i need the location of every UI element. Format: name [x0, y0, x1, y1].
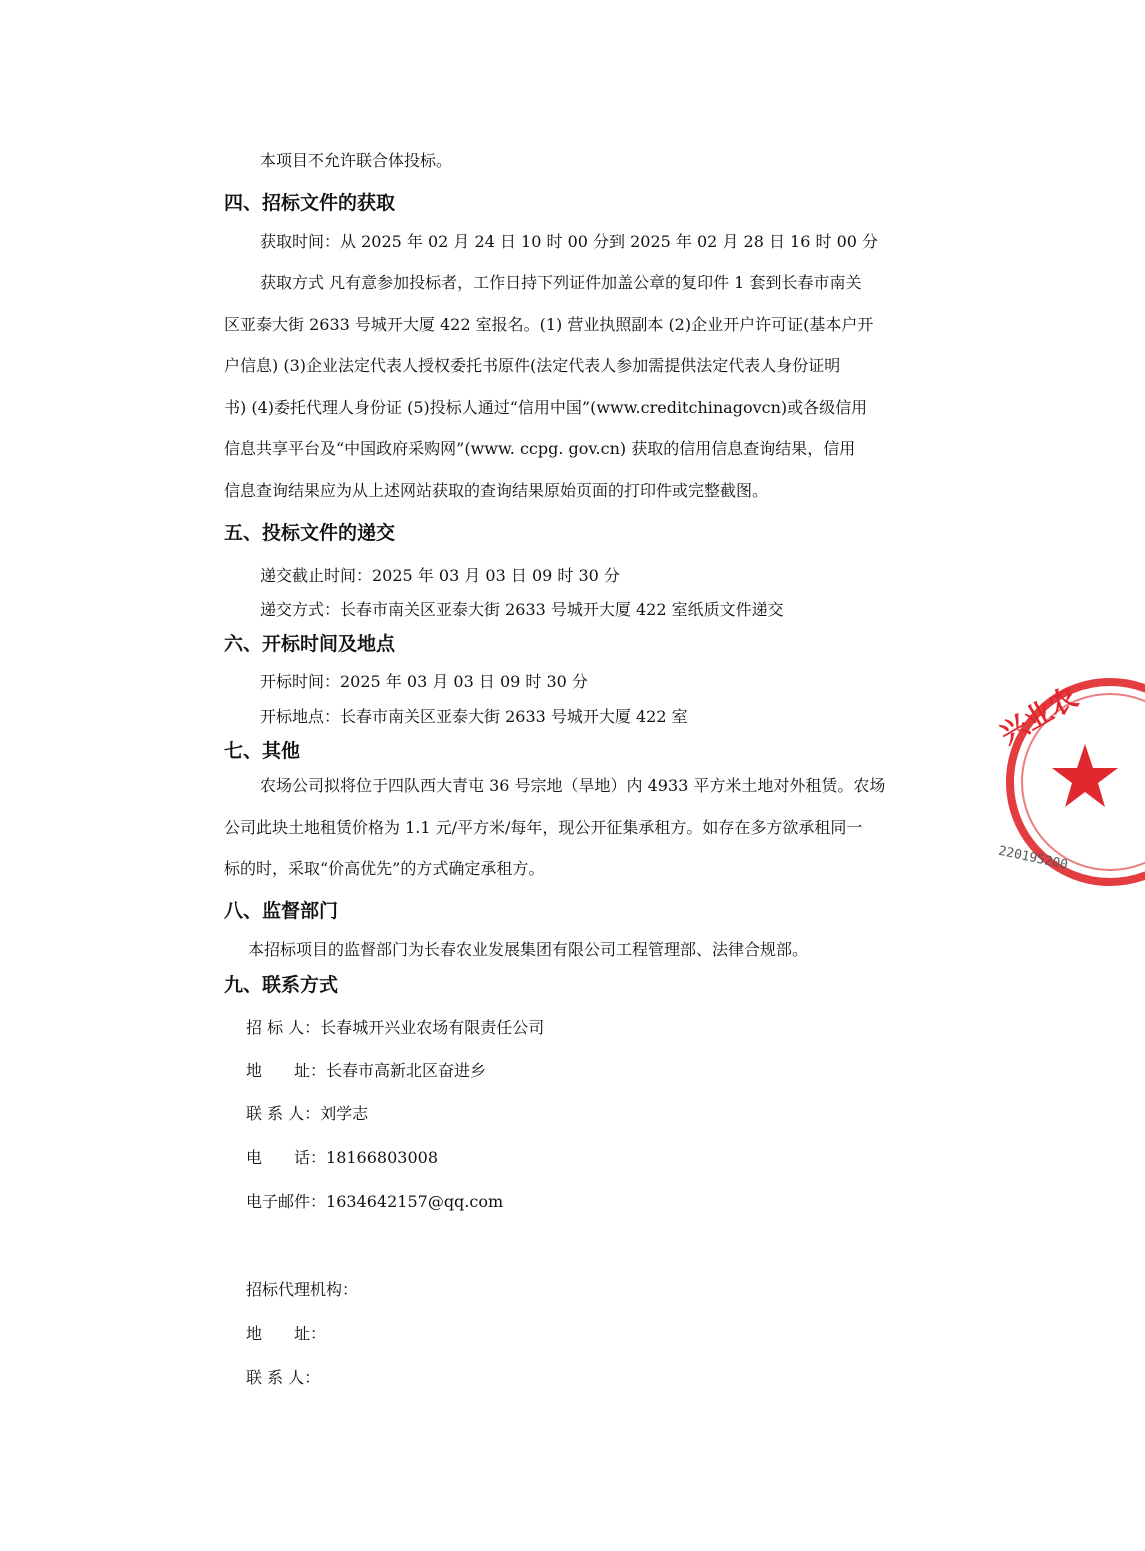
contact-value: 1634642157@qq.com — [326, 1192, 504, 1211]
doc-line: 公司此块土地租赁价格为 1.1 元/平方米/每年，现公开征集承租方。如存在多方欲承租同一 — [224, 818, 863, 837]
section-heading-obtain: 四、招标文件的获取 — [224, 192, 396, 214]
contact-row-agency-address — [246, 1322, 326, 1346]
contact-row-agency — [246, 1278, 358, 1302]
contact-label: 联 系 人： — [246, 1368, 321, 1387]
doc-line: 获取时间：从 2025 年 02 月 24 日 10 时 00 分到 2025 年 02 月 28 日 16 时 00 分 — [260, 232, 879, 251]
contact-label: 电子邮件： — [246, 1192, 327, 1211]
contact-label: 地 址： — [246, 1061, 327, 1080]
doc-line: 本项目不允许联合体投标。 — [260, 151, 453, 170]
contact-label: 地 址： — [246, 1324, 327, 1343]
doc-line: 标的时，采取“价高优先”的方式确定承租方。 — [224, 859, 545, 878]
stamp-star-icon — [1052, 744, 1118, 807]
contact-row-person — [246, 1102, 368, 1126]
doc-line: 获取方式 凡有意参加投标者，工作日持下列证件加盖公章的复印件 1 套到长春市南关 — [260, 273, 862, 292]
section-heading-other: 七、其他 — [224, 740, 301, 762]
contact-row-phone — [246, 1146, 438, 1170]
contact-value: 长春市高新北区奋进乡 — [326, 1061, 487, 1080]
doc-line: 户信息) (3)企业法定代表人授权委托书原件(法定代表人参加需提供法定代表人身份证明 — [224, 356, 841, 375]
doc-line: 开标地点：长春市南关区亚泰大街 2633 号城开大厦 422 室 — [260, 707, 688, 726]
contact-label: 电 话： — [246, 1148, 327, 1167]
doc-line: 信息查询结果应为从上述网站获取的查询结果原始页面的打印件或完整截图。 — [224, 481, 769, 500]
doc-line: 递交方式：长春市南关区亚泰大街 2633 号城开大厦 422 室纸质文件递交 — [260, 600, 784, 619]
doc-line: 区亚泰大街 2633 号城开大厦 422 室报名。(1) 营业执照副本 (2)企业开户许可证(基本户开 — [224, 315, 874, 334]
contact-row-email — [246, 1190, 503, 1214]
doc-line: 信息共享平台及“中国政府采购网”(www. ccpg. gov.cn) 获取的信用信息查询结果，信用 — [224, 439, 856, 458]
contact-label: 招标代理机构： — [246, 1280, 359, 1299]
section-heading-contact: 九、联系方式 — [224, 974, 339, 996]
contact-row-address — [246, 1059, 486, 1083]
contact-row-tenderer — [246, 1016, 544, 1040]
section-heading-opening: 六、开标时间及地点 — [224, 633, 396, 655]
contact-value: 刘学志 — [320, 1104, 369, 1123]
contact-row-agency-person — [246, 1366, 320, 1390]
doc-line: 递交截止时间：2025 年 03 月 03 日 09 时 30 分 — [260, 566, 620, 585]
section-heading-supervision: 八、监督部门 — [224, 900, 339, 922]
doc-line: 农场公司拟将位于四队西大青屯 36 号宗地（旱地）内 4933 平方米土地对外租赁。农场 — [260, 776, 886, 795]
official-stamp — [985, 672, 1145, 887]
doc-line: 书) (4)委托代理人身份证 (5)投标人通过“信用中国”(www.creditchinagovcn)或各级信用 — [224, 398, 868, 417]
section-heading-submit: 五、投标文件的递交 — [224, 522, 396, 544]
contact-value: 长春城开兴业农场有限责任公司 — [320, 1018, 545, 1037]
doc-line: 本招标项目的监督部门为长春农业发展集团有限公司工程管理部、法律合规部。 — [248, 940, 809, 959]
stamp-number: 220195200 — [997, 843, 1070, 873]
contact-label: 招 标 人： — [246, 1018, 321, 1037]
contact-label: 联 系 人： — [246, 1104, 321, 1123]
contact-value: 18166803008 — [326, 1148, 438, 1167]
stamp-text-top: 兴业农 — [993, 680, 1084, 751]
stamp-seal-graphic — [985, 672, 1145, 887]
doc-line: 开标时间：2025 年 03 月 03 日 09 时 30 分 — [260, 672, 588, 691]
